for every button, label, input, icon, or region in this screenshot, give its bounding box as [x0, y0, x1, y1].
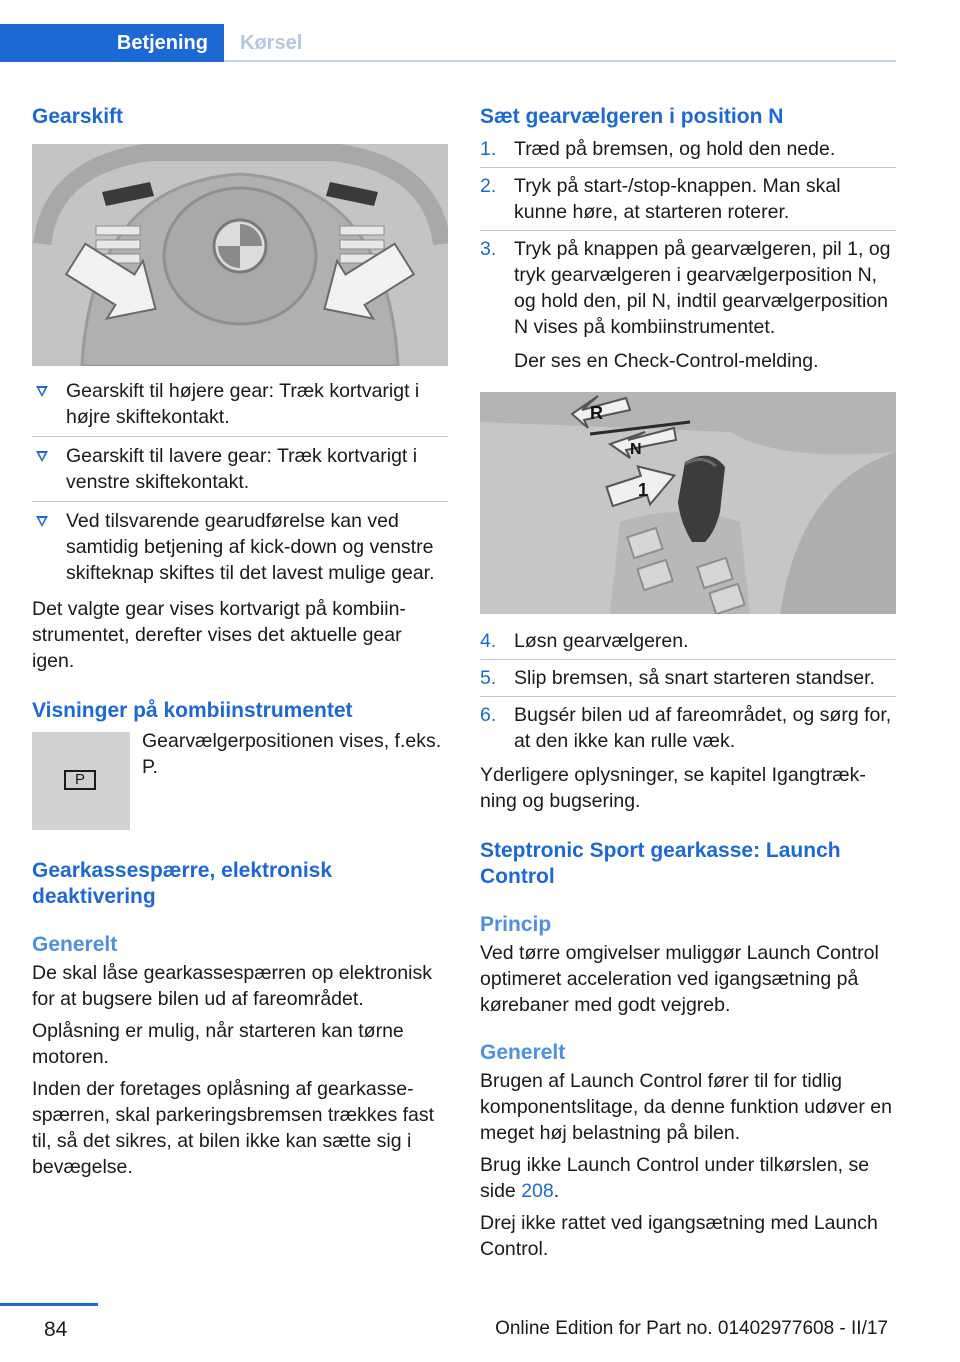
step-number: 4. — [480, 630, 497, 652]
step-item — [480, 173, 896, 225]
lock-general-heading: Generelt — [32, 933, 118, 956]
divider — [480, 230, 896, 231]
display-block — [32, 732, 448, 830]
steering-wheel-figure — [32, 144, 448, 366]
step-text: Træd på bremsen, og hold den nede. — [514, 138, 836, 160]
divider — [480, 167, 896, 168]
step-number: 5. — [480, 667, 497, 689]
step-item — [480, 136, 896, 162]
gearshift-heading: Gearskift — [32, 105, 124, 128]
steering-wheel-illustration — [32, 144, 448, 366]
principle-paragraph: Ved tørre omgivelser muliggør Launch Control optimeret acceleration ved igangsætning på kørebaner med godt vejgreb. — [480, 942, 879, 1016]
launch-paragraph — [480, 1152, 896, 1204]
divider — [480, 696, 896, 697]
launch-paragraph: Drej ikke rattet ved igangsætning med Launch Control. — [480, 1212, 878, 1260]
more-info-paragraph: Yderligere oplysninger, se kapitel Igangtrækning og bugsering. — [480, 764, 866, 812]
gearshift-paragraph: Det valgte gear vises kortvarigt på kombiinstrumentet, derefter vises det aktuelle gear igen. — [32, 598, 406, 672]
divider — [32, 436, 448, 437]
lock-paragraph: Oplåsning er mulig, når starteren kan tørne motoren. — [32, 1020, 404, 1068]
step-item — [480, 665, 896, 691]
gear-position-symbol: P — [74, 771, 85, 788]
divider — [32, 501, 448, 502]
principle-heading: Princip — [480, 913, 552, 936]
list-item — [32, 378, 448, 430]
launch-general-heading: Generelt — [480, 1041, 566, 1064]
step-text: Bugsér bilen ud af fareområdet, og sørg for, at den ikke kan rulle væk. — [514, 704, 892, 752]
page-reference-link[interactable]: 208 — [521, 1180, 554, 1202]
edition-note: Online Edition for Part no. 01402977608 - II/17 — [495, 1318, 888, 1339]
step-item — [480, 702, 896, 754]
launch-heading: Steptronic Sport gearkasse: Launch Control — [480, 839, 841, 888]
triangle-bullet-icon — [36, 386, 48, 397]
footer-rule — [0, 1303, 98, 1306]
tab-divider — [224, 60, 896, 62]
page-number: 84 — [44, 1318, 68, 1341]
launch-text: Brug ikke Launch Control under tilkørslen, se side — [480, 1154, 870, 1202]
neutral-heading: Sæt gearvælgeren i position N — [480, 105, 784, 128]
list-item — [32, 443, 448, 495]
neutral-steps-a — [480, 136, 896, 374]
triangle-bullet-icon — [36, 451, 48, 462]
step-number: 3. — [480, 238, 497, 260]
list-item — [32, 508, 448, 586]
step-text: Løsn gearvælgeren. — [514, 630, 689, 652]
step-text: Tryk på knappen på gearvælgeren, pil 1, og tryk gearvælgeren i gearvælgerposition N, og hold den, pil N, indtil gearvælgerposition N vises på kombiinstrumentet. — [514, 238, 891, 338]
left-column — [32, 92, 448, 1180]
launch-paragraph: Brugen af Launch Control fører til for tidlig komponentslitage, da denne funktion udøver en meget høj belastning på bilen. — [480, 1070, 892, 1144]
gear-selector-illustration — [480, 392, 896, 614]
list-item-text: Gearskift til lavere gear: Træk kortvarigt i venstre skiftekontakt. — [66, 445, 418, 493]
list-item-text: Ved tilsvarende gearudførelse kan ved samtidig betjening af kick-down og venstre skifteknap skiftes til det lavest mulige gear. — [66, 510, 435, 584]
divider — [480, 659, 896, 660]
step-text: Tryk på start-/stop-knappen. Man skal kunne høre, at starteren roterer. — [514, 175, 841, 223]
step-number: 6. — [480, 704, 497, 726]
lock-paragraph: De skal låse gearkassespærren op elektronisk for at bugsere bilen ud af fareområdet. — [32, 962, 432, 1010]
figure-label-one: 1 — [638, 480, 649, 500]
tab-betjening[interactable]: Betjening — [0, 24, 224, 62]
neutral-steps-b — [480, 628, 896, 754]
step-item — [480, 628, 896, 654]
gear-selector-figure — [480, 392, 896, 614]
gearshift-list — [32, 378, 448, 586]
step-note: Der ses en Check-Control-melding. — [514, 350, 819, 372]
display-text: Gearvælgerpositionen vises, f.eks. P. — [142, 730, 442, 778]
figure-label-r: R — [590, 403, 603, 423]
step-number: 1. — [480, 138, 497, 160]
step-item — [480, 236, 896, 374]
tab-korsel[interactable]: Kørsel — [240, 31, 303, 54]
lock-heading: Gearkassespærre, elektronisk deaktivering — [32, 859, 333, 908]
lock-paragraph: Inden der foretages oplåsning af gearkassespærren, skal parkeringsbremsen trækkes fast til, så det sikres, at bilen ikke kan sætte sig i bevægelse. — [32, 1078, 435, 1178]
step-text: Slip bremsen, så snart starteren standser. — [514, 667, 875, 689]
right-column — [480, 92, 896, 1262]
gear-position-indicator — [64, 770, 96, 790]
gear-display-figure — [32, 732, 130, 830]
figure-label-n: N — [630, 441, 642, 458]
triangle-bullet-icon — [36, 516, 48, 527]
chapter-tabs — [0, 0, 960, 62]
list-item-text: Gearskift til højere gear: Træk kortvarigt i højre skiftekontakt. — [66, 380, 420, 428]
step-number: 2. — [480, 175, 497, 197]
display-heading: Visninger på kombiinstrumentet — [32, 699, 353, 722]
launch-text: . — [553, 1180, 560, 1202]
